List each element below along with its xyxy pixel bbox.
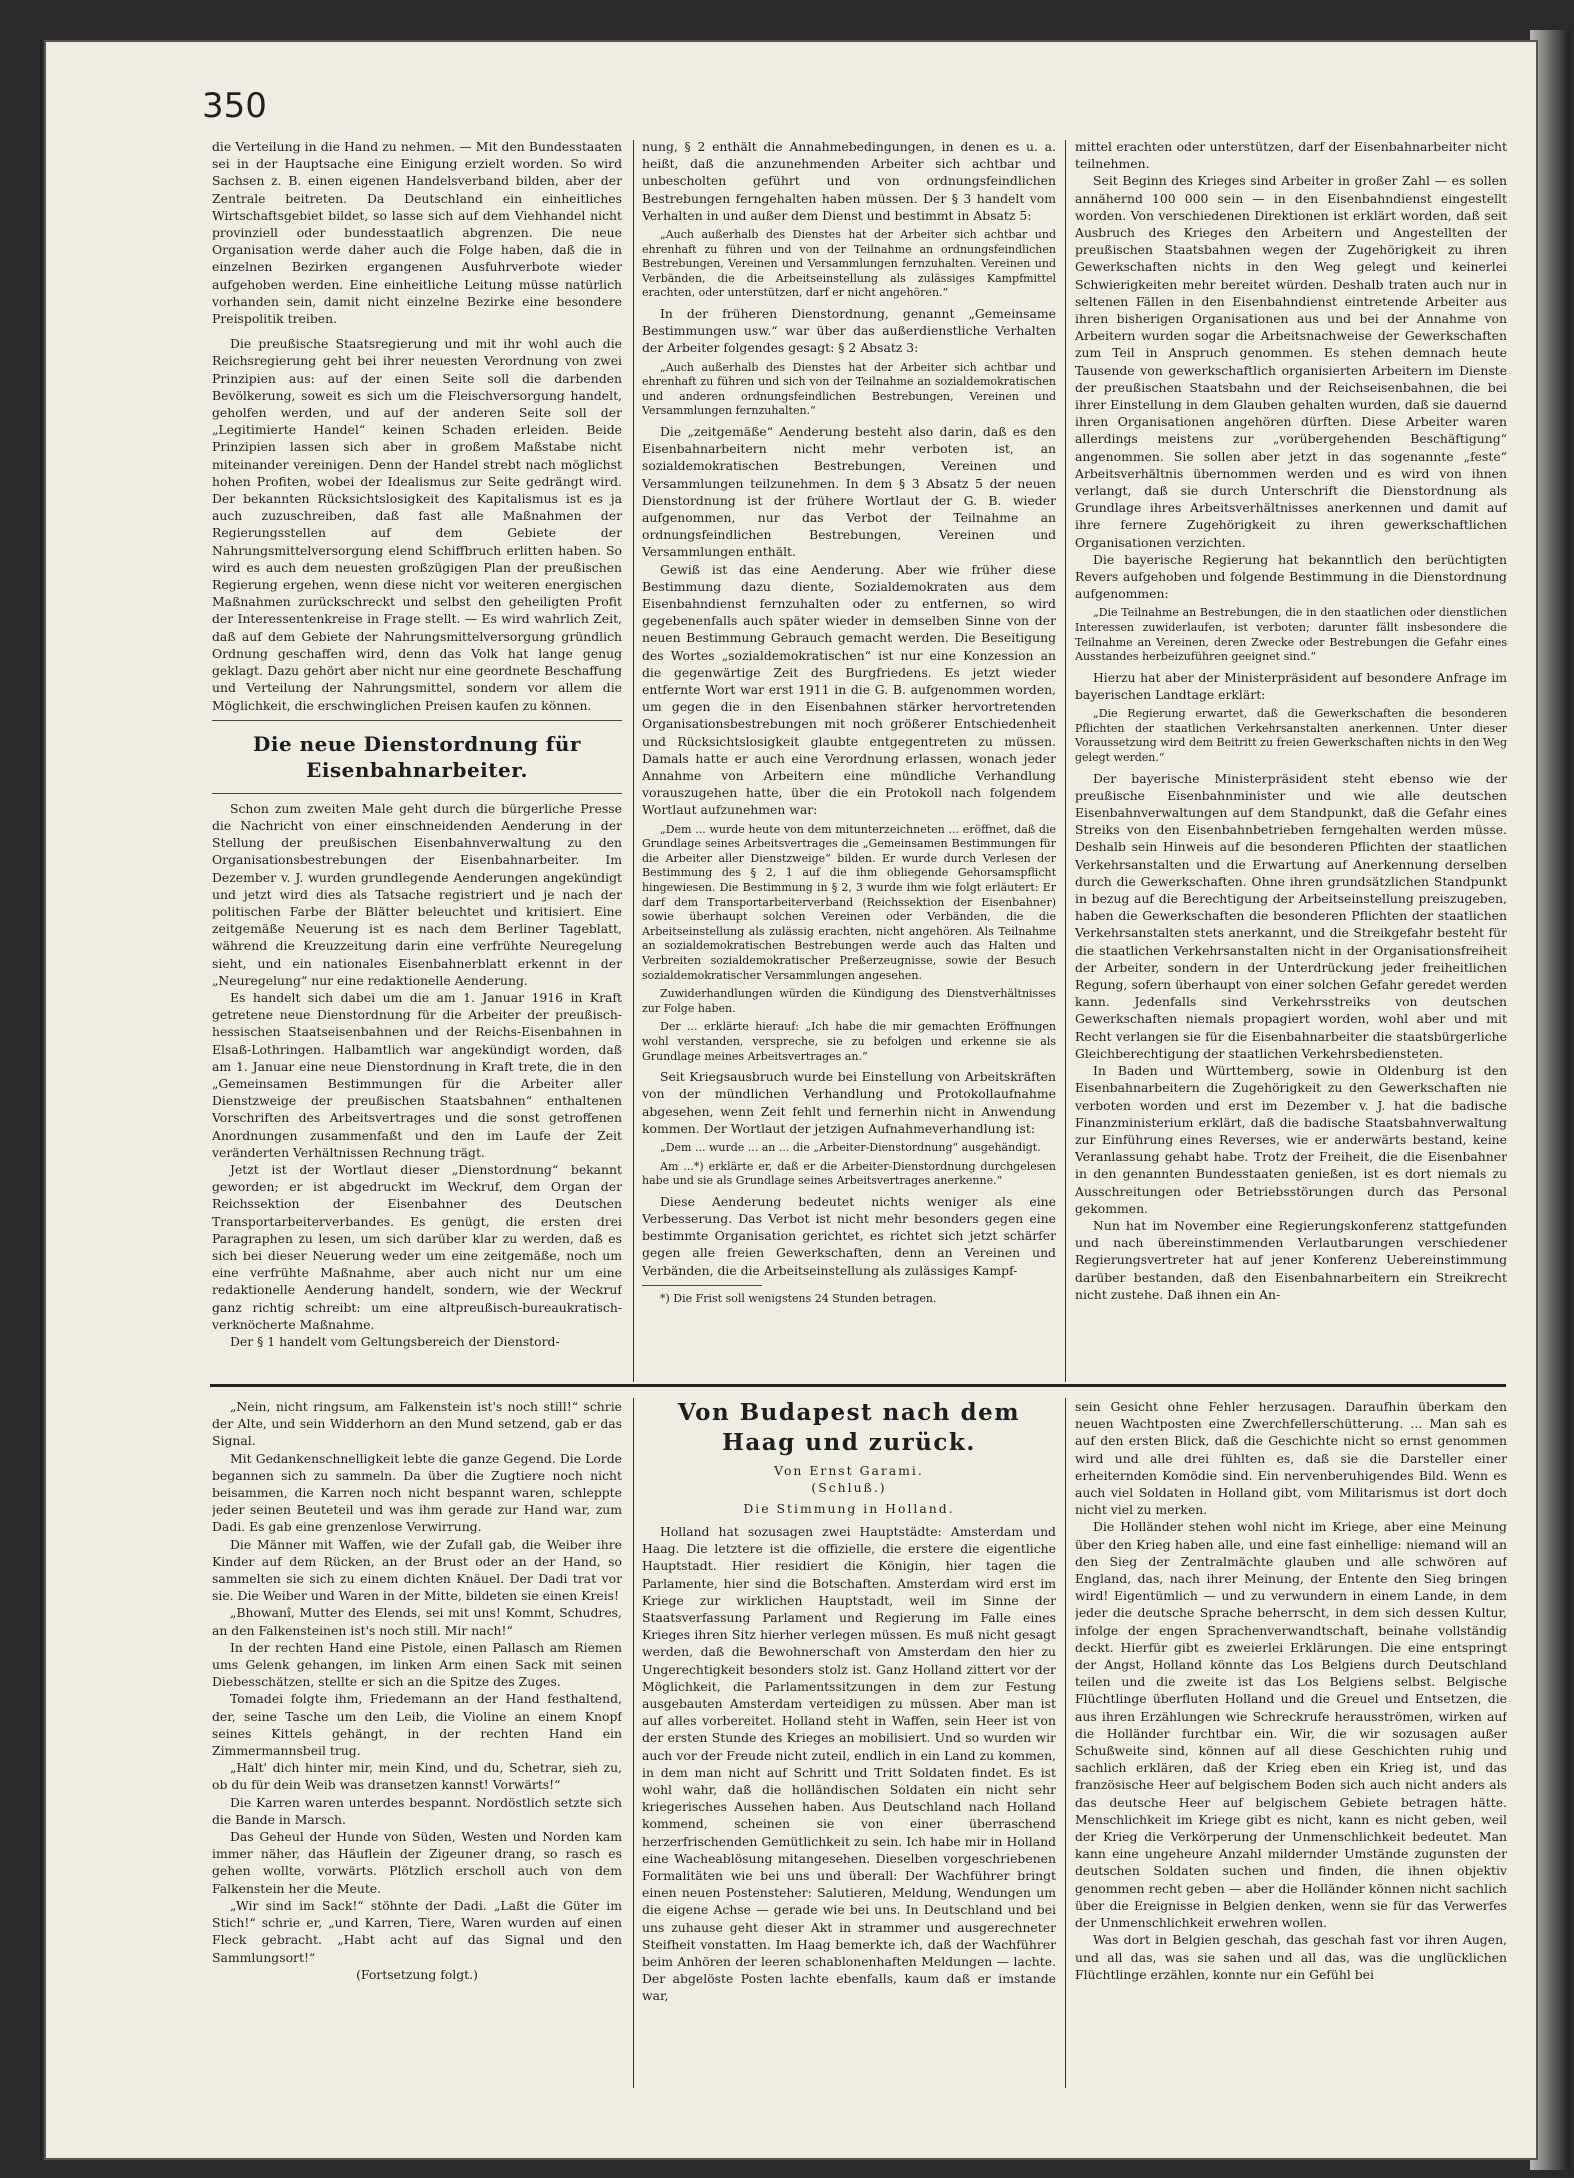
continuation-note: (Fortsetzung folgt.) (356, 1966, 478, 1982)
column-rule (1065, 1398, 1066, 2088)
paragraph: Jetzt ist der Wortlaut dieser „Dienstordnung“ bekannt geworden; er ist abgedruckt im Weckruf, dem Organ der Reichssektion der Eisenbahner des Deutschen Transportarbeiterverbandes. Es genügt, die ersten drei Paragraphen zu lesen, um sich darüber klar zu werden, daß es sich bei dieser Neuerung weder um eine zeitgemäße, noch um eine verfrühte Maßnahme, aber auch nicht nur um eine redaktionelle Aenderung handelt, sondern, wie der Weckruf ganz richtig schreibt: um eine altpreußisch-bureaukratisch-verknöcherte Maßnahme. (212, 1161, 622, 1332)
feuilleton-column-2 (1075, 1398, 1507, 2088)
quotation: Am ...*) erklärte er, daß er die Arbeiter-Dienstordnung durchgelesen habe und sie als Grundlage seines Arbeitsvertrages anerkenne.“ (642, 1159, 1056, 1188)
paragraph: Mit Gedankenschnelligkeit lebte die ganze Gegend. Die Lorde begannen sich zu sammeln. Da über die Zugtiere noch nicht beisammen, die Karren noch nicht bespannt waren, schleppte jeder seinen Beuteteil und was ihm gerade zur Hand war, zum Dadi. Es gab eine grenzenlose Verwirrung. (212, 1450, 622, 1535)
paragraph: „Halt' dich hinter mir, mein Kind, und du, Schetrar, sieh zu, ob du für dein Weib was dransetzen kannst! Vorwärts!“ (212, 1760, 622, 1793)
feuilleton-column (642, 1398, 1056, 2088)
paragraph: „Wir sind im Sack!“ stöhnte der Dadi. „Laßt die Güter im Stich!“ schrie er, „und Karren, Tiere, Waren wurden auf einen Fleck gebracht. „Habt acht auf das Signal und den Sammlungsort!“ (212, 1897, 622, 1965)
quotation: „Die Regierung erwartet, daß die Gewerkschaften die besonderen Pflichten der staatlichen Verkehrsanstalten anerkennen. Unter dieser Voraussetzung wird dem Beitritt zu freien Gewerkschaften nichts in den Weg gelegt werden.“ (1075, 707, 1507, 765)
paragraph: Diese Aenderung bedeutet nichts weniger als eine Verbesserung. Das Verbot ist nicht mehr besonders gegen eine bestimmte Organisation gerichtet, es richtet sich jetzt schärfer gegen alle freien Gewerkschaften, denn an Vereinen und Verbänden, die die Arbeitseinstellung als zulässiges Kampf- (642, 1193, 1056, 1278)
byline: Von Ernst Garami. (774, 1463, 924, 1478)
quotation: „Auch außerhalb des Dienstes hat der Arbeiter sich achtbar und ehrenhaft zu führen und von der Teilnahme an ordnungsfeindlichen Bestrebungen, Vereinen und Versammlungen fernzuhalten. Vereinen und Verbänden, die die Arbeitseinstellung als zulässiges Kampfmittel erachten, oder unterstützen, darf er nicht angehören.“ (642, 228, 1056, 300)
paragraph: Tomadei folgte ihm, Friedemann an der Hand festhaltend, der, seine Tasche um den Leib, die Violine an einem Knopf seines Kittels gehängt, in der rechten Hand ein Zimmermannsbeil trug. (212, 1691, 622, 1759)
paragraph: nung, § 2 enthält die Annahmebedingungen, in denen es u. a. heißt, daß die anzunehmenden Arbeiter sich achtbar und unbescholten geführt und von ordnungsfeindlichen Bestrebungen ferngehalten haben müssen. Der § 3 handelt vom Verhalten in und außer dem Dienst und bestimmt in Absatz 5: (642, 139, 1056, 223)
column-rule (1065, 140, 1066, 1382)
quotation: „Dem ... wurde heute von dem mitunterzeichneten ... eröffnet, daß die Grundlage seines Arbeitsvertrages die „Gemeinsamen Bestimmungen für die Arbeiter aller Dienstzweige“ bilden. Er wurde durch Verlesen der Bestimmung des § 2, 1 auf die ihm obliegende Gehorsamspflicht hingewiesen. Die Bestimmung in § 2, 3 wurde ihm wie folgt erläutert: Er darf dem Transportarbeiterverband (Reichssektion der Eisenbahner) sowie überhaupt solchen Vereinen oder Verbänden, die die Arbeitseinstellung als zulässig erachten, nicht angehören. Als Teilnahme an sozialdemokratischen Bestrebungen werde auch das Halten und Verbreiten sozialdemokratischer Preßerzeugnisse, sowie der Besuch sozialdemokratischer Versammlungen angesehen. (642, 822, 1056, 982)
column-3 (1075, 138, 1507, 1382)
divider (642, 1285, 762, 1286)
column-2 (642, 138, 1056, 1382)
quotation: „Auch außerhalb des Dienstes hat der Arbeiter sich achtbar und ehrenhaft zu führen und sich von der Teilnahme an sozialdemokratischen und anderen ordnungsfeindlichen Bestrebungen, Vereinen und Versammlungen fernzuhalten.“ (642, 360, 1056, 418)
divider (212, 720, 622, 721)
quotation: Zuwiderhandlungen würden die Kündigung des Dienstverhältnisses zur Folge haben. (642, 987, 1056, 1015)
section-subtitle: Die Stimmung in Holland. (743, 1501, 955, 1516)
page-number: 350 (202, 86, 267, 126)
paragraph: Schon zum zweiten Male geht durch die bürgerliche Presse die Nachricht von einer einschneidenden Aenderung in der Stellung der preußischen Eisenbahnverwaltung zu den Organisationsbestrebungen der Eisenbahnarbeiter. Im Dezember v. J. wurden grundlegende Aenderungen angekündigt und jetzt wird dies als Tatsache registriert und je nach der politischen Farbe der Blätter beleuchtet und kritisiert. Eine zeitgemäße Neuerung ist es nach dem Berliner Tageblatt, während die Kreuzzeitung darin eine verfrühte Neuregelung sieht, und ein nationales Eisenbahnerblatt erkennt in der „Neuregelung“ nur eine redaktionelle Aenderung. (212, 800, 622, 988)
quotation: Der ... erklärte hierauf: „Ich habe die mir gemachten Eröffnungen wohl verstanden, verspreche, sie zu befolgen und erkenne sie als Grundlage meines Arbeitsvertrages an.“ (642, 1020, 1056, 1063)
paragraph: In der früheren Dienstordnung, genannt „Gemeinsame Bestimmungen usw.“ war über das außerdienstliche Verhalten der Arbeiter folgendes gesagt: § 2 Absatz 3: (642, 305, 1056, 356)
paragraph: Die Holländer stehen wohl nicht im Kriege, aber eine Meinung über den Krieg haben alle, und eine fast einhellige: niemand will an den Sieg der Zentralmächte glauben und alle schwören auf England, das, nach ihrer Meinung, der Entente den Sieg bringen wird! Eigentümlich — und zu verwundern in einem Lande, in dem jeder die deutsche Sprache beherrscht, in dem sich dessen Kultur, infolge der engen Sprachenverwandtschaft, beinahe vollständig deckt. Hierfür gibt es zweierlei Erklärungen. Die eine entspringt der Angst, Holland könnte das Los Belgiens durch Deutschland teilen und die zweite ist das Los Belgiens selbst. Belgische Flüchtlinge überfluten Holland und die Greuel und Entsetzen, die aus ihren Erzählungen wie Schreckrufe herausströmen, wirken auf die Holländer furchtbar ein. Wir, die wir sozusagen außer Schußweite sind, können auf all diese Geschichten ruhig und sachlich erklären, daß der Krieg eben ein Krieg ist, und das französische Heer auf belgischem Boden sich auch nicht anders als das deutsche Heer auf belgischem Gebiete betragen hätte. Menschlichkeit im Kriege gibt es nicht, kann es nicht geben, weil der Krieg die Verkörperung der Unmenschlichkeit bedeutet. Man kann eine ungeheure Anzahl mildernder Umstände zugunsten der deutschen Soldaten suchen und finden, die ihnen objektiv genommen recht geben — aber die Holländer können nicht sachlich über die Ereignisse in Belgien denken, wenn sie für das Verwerfes der Unmenschlichkeit erwehren wollen. (1075, 1519, 1507, 1931)
paragraph: Der bayerische Ministerpräsident steht ebenso wie der preußische Eisenbahnminister und wie alle deutschen Eisenbahnverwaltungen auf dem Standpunkt, daß die Gefahr eines Streiks von den Eisenbahnbetrieben ferngehalten werden müsse. Deshalb sein Hinweis auf die besonderen Pflichten der staatlichen Verkehrsanstalten und die Erwartung auf Anerkennung derselben durch die Gewerkschaften. Ohne ihren grundsätzlichen Standpunkt in bezug auf die Berechtigung der Arbeitseinstellung preiszugeben, haben die Gewerkschaften die besonderen Pflichten der staatlichen Verkehrsanstalten stets anerkannt, und die Streikgefahr besteht für die staatlichen Verkehrsanstalten nicht in der Organisationsfreiheit der Arbeiter, sondern in der Unterdrückung jeder freiheitlichen Regung, sofern überhaupt von einer solchen Gefahr geredet werden kann. Jedenfalls sind Verkehrsstreiks von deutschen Gewerkschaften niemals propagiert worden, wohl aber und mit Recht verlangen sie für die Eisenbahnarbeiter die staatsbürgerliche Gleichberechtigung der staatlichen Verkehrsbediensteten. (1075, 770, 1507, 1061)
paragraph: Es handelt sich dabei um die am 1. Januar 1916 in Kraft getretene neue Dienstordnung für die Arbeiter der preußisch-hessischen Staatseisenbahnen und der Reichs-Eisenbahnen in Elsaß-Lothringen. Halbamtlich war angekündigt worden, daß am 1. Januar eine neue Dienstordnung in Kraft trete, die in den „Gemeinsamen Bestimmungen für die Arbeiter aller Dienstzweige der preußischen Staatsbahnen“ enthaltenen Vorschriften des Arbeitsvertrages und die sonst getroffenen Anordnungen zusammenfaßt und den im Laufe der Zeit veränderten Verhältnissen Rechnung trägt. (212, 989, 622, 1160)
paragraph: Was dort in Belgien geschah, das geschah fast vor ihren Augen, und all das, was sie sahen und all das, was die unglücklichen Flüchtlinge erzählen, konnte nur ein Gefühl bei (1075, 1932, 1507, 1982)
paragraph: „Nein, nicht ringsum, am Falkenstein ist's noch still!“ schrie der Alte, und sein Widderhorn an den Mund setzend, gab er das Signal. (212, 1399, 622, 1449)
section-separator (210, 1384, 1506, 1387)
paragraph: Gewiß ist das eine Aenderung. Aber wie früher diese Bestimmung dazu diente, Sozialdemokraten aus dem Eisenbahndienst fernzuhalten oder zu entfernen, so wird gegebenenfalls auch später wieder in demselben Sinne von der neuen Bestimmung Gebrauch gemacht werden. Die Beseitigung des Wortes „sozialdemokratischen“ ist nur eine Konzession an die gegenwärtige Zeit des Burgfriedens. Es jetzt wieder entfernte Wort war erst 1911 in die G. B. aufgenommen worden, um gegen die in den Eisenbahnen stärker hervortretenden Organisationsbestrebungen mit noch größerer Entschiedenheit und Rücksichtslosigkeit glaubte entgegentreten zu müssen. Damals hatte er auch eine Verordnung erlassen, wonach jeder Annahme von Arbeitern eine mündliche Verhandlung vorauszugehen hatte, über die ein Protokoll nach folgendem Wortlaut aufzunehmen war: (642, 561, 1056, 818)
paragraph: Nun hat im November eine Regierungskonferenz stattgefunden und nach übereinstimmenden Verlautbarungen verschiedener Regierungsvertreter hat auf jener Konferenz Uebereinstimmung darüber bestanden, daß den Eisenbahnarbeitern ein Streikrecht nicht zustehe. Daß ihnen ein An- (1075, 1217, 1507, 1302)
column-rule (633, 140, 634, 1382)
paragraph: Seit Beginn des Krieges sind Arbeiter in großer Zahl — es sollen annähernd 100 000 sein — in den Eisenbahndienst eingestellt worden. Von verschiedenen Direktionen ist erklärt worden, daß seit Ausbruch des Krieges den Arbeitern und Angestellten der preußischen Staatsbahnen wegen der Zugehörigkeit zu ihren Gewerkschaften nichts in den Weg gelegt und keinerlei Schwierigkeiten mehr bereitet würden. Deshalb traten auch nur in seltenen Fällen in den Eisenbahndienst eintretende Arbeiter aus ihren bisherigen Organisationen aus und bei der Annahme von Arbeitern wurden sogar die Arbeitsnachweise der Gewerkschaften zum Teil in Anspruch genommen. Es stehen demnach heute Tausende von gewerkschaftlich organisierten Arbeitern im Dienste der preußischen Staatsbahn und der Reichseisenbahnen, die bei ihrer Einstellung in dem Glauben gehalten wurden, daß sie dauernd ihren Organisationen angehören dürften. Diese Arbeiter waren allerdings meistens zur „vorübergehenden Beschäftigung“ angenommen. Sie sollen aber jetzt in das sogenannte „feste“ Arbeitsverhältnis übernommen werden und es wird von ihnen verlangt, daß sie durch Unterschrift die Dienstordnung als Grundlage ihres Arbeitsverhältnisses anerkennen und damit auf ihre fernere Zugehörigkeit zu ihren gewerkschaftlichen Organisationen verzichten. (1075, 173, 1507, 550)
paragraph: sein Gesicht ohne Fehler herzusagen. Daraufhin überkam den neuen Wachtposten eine Zwerchfellerschütterung. ... Man sah es auf den ersten Blick, daß die Geschichte nicht so ernst genommen wird und alle drei fühlten es, daß sie die Darsteller einer erheiternden Komödie sind. Ein nervenberuhigendes Bild. Wenn es auch viel Soldaten in Holland gibt, vom Militarismus ist dort doch nicht viel zu merken. (1075, 1399, 1507, 1518)
serial-story-column (212, 1398, 622, 2088)
divider (212, 793, 622, 794)
quotation: „Die Teilnahme an Bestrebungen, die in den staatlichen oder dienstlichen Interessen zuwiderlaufen, ist verboten; darunter fällt insbesondere die Teilnahme an Vereinen, deren Zwecke oder Bestrebungen die Gefahr eines Ausstandes herbeizuführen geeignet sind.“ (1075, 606, 1507, 664)
paragraph: Die Karren waren unterdes bespannt. Nordöstlich setzte sich die Bande in Marsch. (212, 1794, 622, 1827)
paragraph: mittel erachten oder unterstützen, darf der Eisenbahnarbeiter nicht teilnehmen. (1075, 139, 1507, 172)
paragraph: Die Männer mit Waffen, wie der Zufall gab, die Weiber ihre Kinder auf dem Rücken, an der Brust oder an der Hand, so sammelten sie sich zu einem dichten Knäuel. Der Dadi trat vor sie. Die Weiber und Waren in der Mitte, bildeten sie einen Kreis! (212, 1536, 622, 1604)
paragraph: Die bayerische Regierung hat bekanntlich den berüchtigten Revers aufgehoben und folgende Bestimmung in die Dienstordnung aufgenommen: (1075, 551, 1507, 602)
paragraph: Der § 1 handelt vom Geltungsbereich der Dienstord- (230, 1334, 560, 1349)
column-1 (212, 138, 622, 1382)
paragraph: In Baden und Württemberg, sowie in Oldenburg ist den Eisenbahnarbeitern die Zugehörigkeit zu den Gewerkschaften nie verboten worden und erst im Dezember v. J. hat die badische Finanzministerium erklärt, daß die badische Staatsbahnverwaltung zur Einführung eines Reverses, wie er anderwärts bestand, keine Veranlassung gehabt habe. Trotz der Freiheit, die die Eisenbahner in den genannten Bundesstaaten genießen, ist es dort niemals zu Ausschreitungen oder Betriebsstörungen durch das Personal gekommen. (1075, 1063, 1507, 1216)
paragraph: „Bhowanî, Mutter des Elends, sei mit uns! Kommt, Schudres, an den Falkensteinen ist's noch still. Mir nach!“ (212, 1605, 622, 1638)
paragraph: In der rechten Hand eine Pistole, einen Pallasch am Riemen ums Gelenk gehangen, im linken Arm einen Sack mit seinen Diebesschätzen, stellte er sich an die Spitze des Zuges. (212, 1639, 622, 1690)
paragraph: Seit Kriegsausbruch wurde bei Einstellung von Arbeitskräften von der mündlichen Verhandlung und Protokollaufnahme abgesehen, wenn Zeit fehlt und fernerhin nicht in Anwendung kommen. Der Wortlaut der jetzigen Aufnahmeverhandlung ist: (642, 1069, 1056, 1136)
paragraph: Die preußische Staatsregierung und mit ihr wohl auch die Reichsregierung geht bei ihrer neuesten Verordnung von zwei Prinzipien aus: auf der einen Seite soll die darbenden Bevölkerung, soweit es sich um die Fleischversorgung handelt, geholfen werden, und auf der anderen Seite soll der „Legitimierte Handel“ keinen Schaden erleiden. Beide Prinzipien lassen sich aber in großem Maßstabe nicht miteinander vereinigen. Denn der Handel strebt nach möglichst hohen Profiten, wobei der Idealismus zur Seite gedrängt wird. Der bekannten Rücksichtslosigkeit des Kapitalismus ist es ja auch zuzuschreiben, daß fast alle Maßnahmen der Regierungsstellen auf dem Gebiete der Nahrungsmittelversorgung elend Schiffbruch erlitten haben. So wird es auch dem neuesten großzügigen Plan der preußischen Regierung ergehen, wenn diese nicht vor weiteren energischen Maßnahmen zurückschreckt und selbst den geheiligten Profit der Interessentenkreise in Frage stellt. — Es wird wahrlich Zeit, daß auf dem Gebiete der Nahrungsmittelversorgung gründlich Ordnung geschaffen wird, denn das Volk hat lange genug geklagt. Dazu gehört aber nicht nur eine geordnete Beschaffung und Verteilung der Nahrungsmittel, sondern vor allem die Möglichkeit, die erschwinglichen Preisen kaufen zu können. (212, 336, 622, 713)
quotation: „Dem ... wurde ... an ... die „Arbeiter-Dienstordnung“ ausgehändigt. (660, 1140, 1041, 1154)
feuilleton-headline: Von Budapest nach dem Haag und zurück. (677, 1399, 1021, 1456)
part-note: (Schluß.) (811, 1480, 887, 1495)
column-rule (633, 1398, 634, 2088)
paragraph: Holland hat sozusagen zwei Hauptstädte: Amsterdam und Haag. Die letztere ist die offizielle, die erstere die eigentliche Hauptstadt. Hier residiert die Königin, hier tagen die Parlamente, hier sind die Botschaften. Amsterdam wird erst im Kriege zur wirklichen Hauptstadt, weil im Sinne der Staatsverfassung Parlament und Regierung im Falle eines Krieges ihren Sitz hierher verlegen müssen. Es muß nicht gesagt werden, daß die Bewohnerschaft von Amsterdam den hier zu Ungerechtigkeit besonders stolz ist. Ganz Holland zittert vor der Möglichkeit, die Parlamentssitzungen in dem zur Festung ausgebauten Amsterdam verteidigen zu müssen. Aber man ist auf alles vorbereitet. Holland steht in Waffen, sein Heer ist von der ersten Stunde des Krieges an mobilisiert. Und so wurden wir auch vor der Freude nicht zuteil, endlich in ein Land zu kommen, in dem man nicht auf Schritt und Tritt Soldaten findet. Es ist wohl wahr, daß die holländischen Soldaten ein nicht sehr kriegerisches Aussehen haben. Aus Deutschland nach Holland kommend, scheinen sie von einer überraschend herzerfrischenden Gemütlichkeit zu sein. Ich habe mir in Holland eine Wacheablösung mitangesehen. Dieselben vorgeschriebenen Formalitäten wie bei uns und überall: Der Wachführer bringt einen neuen Postensteher: Salutieren, Meldung, Wendungen um die eigene Achse — gerade wie bei uns. In Deutschland und bei uns zuhause geht dieser Akt in strammer und ausgerechneter Steifheit vonstatten. Im Haag bemerkte ich, daß der Wachführer beim Anhören der leeren schablonenhaften Meldungen — lachte. Der abgelöste Posten lachte ebenfalls, kaum daß er imstande war, (642, 1524, 1056, 2004)
paragraph: Hierzu hat aber der Ministerpräsident auf besondere Anfrage im bayerischen Landtage erklärt: (1075, 669, 1507, 703)
paragraph: Das Geheul der Hunde von Süden, Westen und Norden kam immer näher, das Häuflein der Zigeuner drang, so rasch es gehen wollte, vorwärts. Plötzlich erscholl auch von dem Falkenstein her die Meute. (212, 1829, 622, 1896)
footnote: *) Die Frist soll wenigstens 24 Stunden betragen. (660, 1291, 937, 1305)
article-headline: Die neue Dienstordnung für Eisenbahnarbeiter. (253, 731, 581, 782)
paragraph: die Verteilung in die Hand zu nehmen. — Mit den Bundesstaaten sei in der Hauptsache eine Einigung erzielt worden. So wird Sachsen z. B. einen eigenen Handelsverband bilden, aber der Zentrale beitreten. Da Deutschland ein einheitliches Wirtschaftsgebiet bildet, so lasse sich auf dem Viehhandel nicht provinziell oder bundesstaatlich abgrenzen. Die neue Organisation werde daher auch die Folge haben, daß die in einzelnen Bezirken ergangenen Ausfuhrverbote wieder aufgehoben werden. Eine einheitliche Leitung müsse natürlich vorhanden sein, damit nicht einzelne Bezirke eine besondere Preispolitik treiben. (212, 139, 622, 327)
paragraph: Die „zeitgemäße“ Aenderung besteht also darin, daß es den Eisenbahnarbeitern nicht mehr verboten ist, an sozialdemokratischen Bestrebungen, Vereinen und Versammlungen teilzunehmen. In dem § 3 Absatz 5 der neuen Dienstordnung ist der frühere Wortlaut der G. B. wieder aufgenommen, nur das Verbot der Teilnahme an ordnungsfeindlichen Bestrebungen, Vereinen und Versammlungen enthält. (642, 423, 1056, 560)
